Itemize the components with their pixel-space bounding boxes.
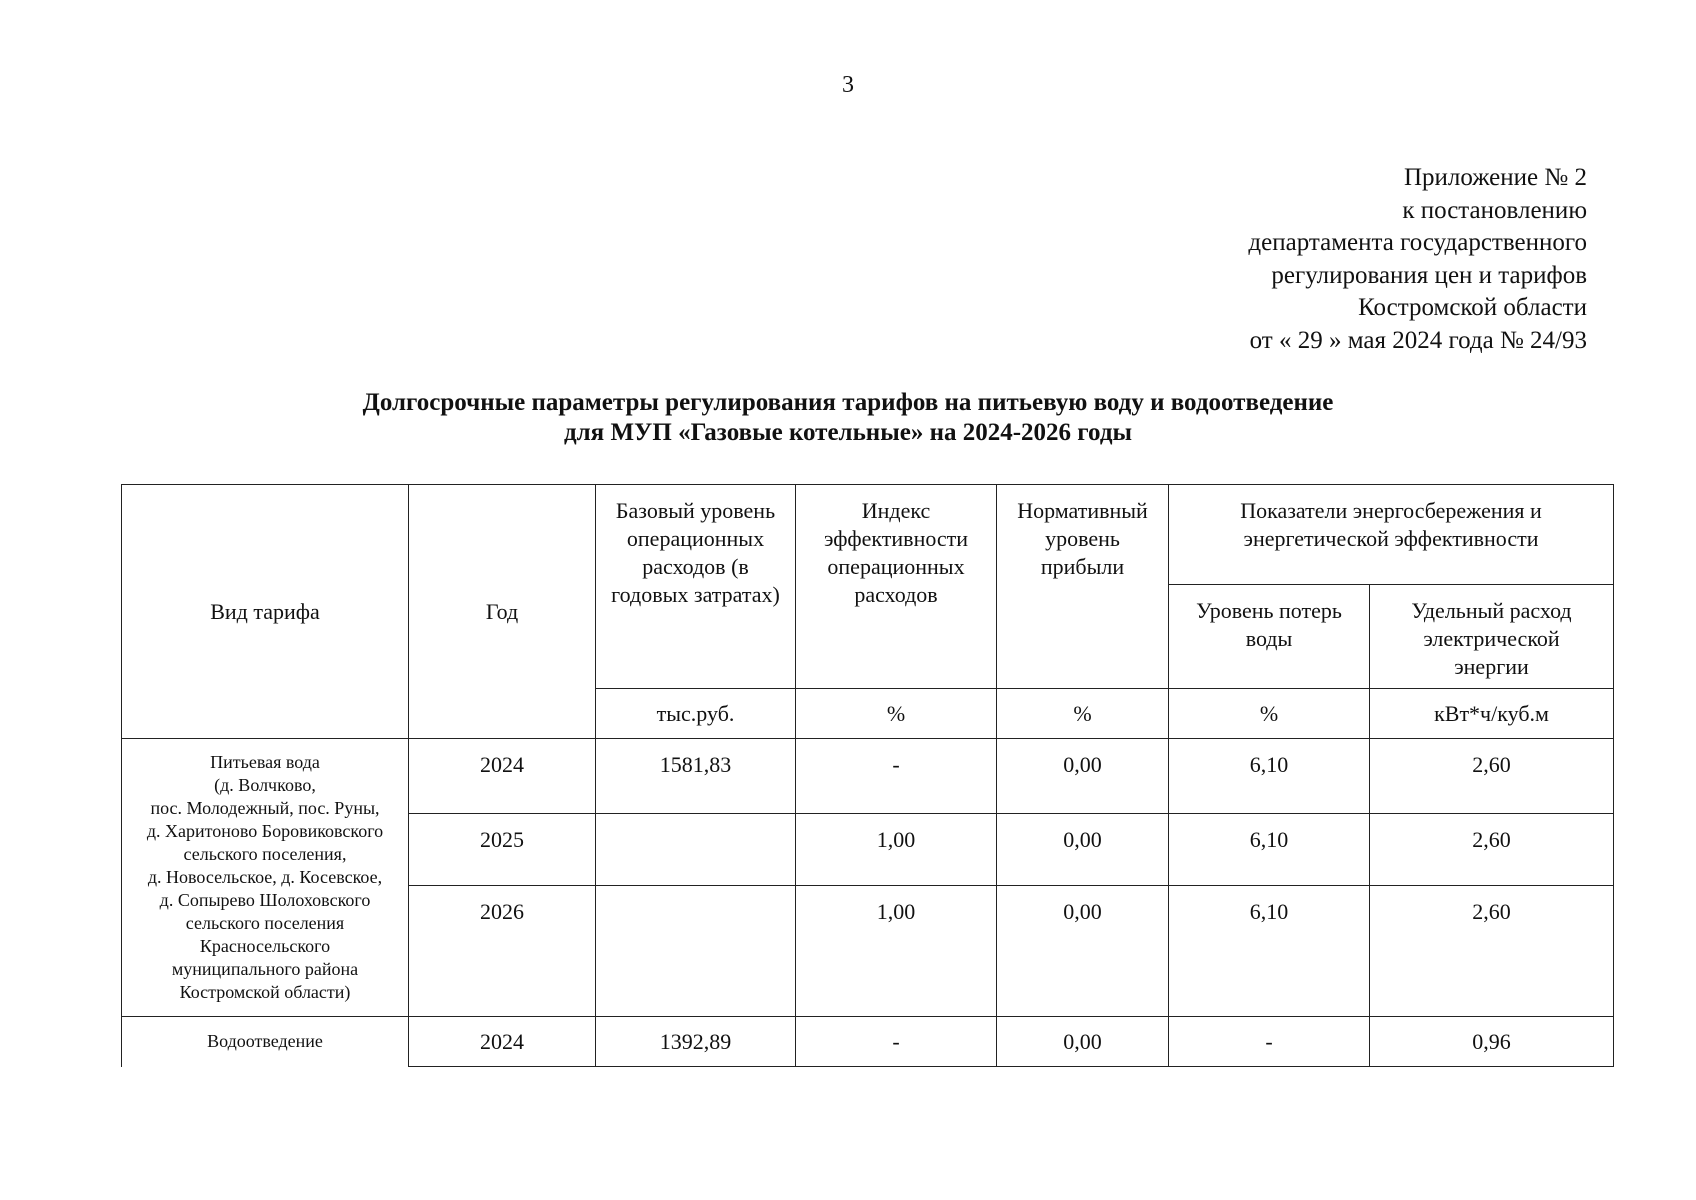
tariff-name-line: д. Сопырево Шолоховского [159, 890, 371, 910]
cell-year: 2024 [409, 1017, 596, 1067]
cell-year: 2025 [409, 814, 596, 886]
tariff-name-sewerage [122, 1017, 409, 1067]
cell-normative-profit: 0,00 [997, 886, 1169, 1017]
cell-efficiency-index: - [796, 739, 997, 814]
tariff-name-line: сельского поселения [185, 913, 345, 933]
title-line: для МУП «Газовые котельные» на 2024-2026 годы [564, 419, 1132, 446]
appendix-line: к постановлению [1402, 196, 1587, 224]
document-title [0, 388, 1696, 448]
tariff-name-line: муниципального района [171, 959, 359, 979]
tariff-name-line: д. Новосельское, д. Косевское, [147, 867, 383, 887]
header-year: Год [409, 485, 596, 739]
cell-base-opex: 1581,83 [596, 739, 796, 814]
appendix-line: Приложение № 2 [1403, 164, 1587, 191]
header-tariff-type: Вид тарифа [122, 485, 409, 739]
title-line: Долгосрочные параметры регулирования тарифов на питьевую воду и водоотведение [362, 389, 1334, 416]
cell-electricity-use: 0,96 [1370, 1017, 1614, 1067]
header-electricity-use: Удельный расход электрической энергии [1370, 585, 1614, 689]
tariff-name-line: Питьевая вода [210, 752, 320, 772]
cell-water-loss: 6,10 [1169, 739, 1370, 814]
cell-base-opex: 1392,89 [596, 1017, 796, 1067]
cell-year: 2024 [409, 739, 596, 814]
cell-water-loss: 6,10 [1169, 814, 1370, 886]
appendix-block [1248, 162, 1587, 357]
page-number: 3 [842, 72, 854, 98]
header-base-opex: Базовый уровень операционных расходов (в годовых затратах) [596, 485, 796, 689]
unit-base-opex: тыс.руб. [596, 689, 796, 739]
cell-year: 2026 [409, 886, 596, 1017]
header-efficiency-index: Индекс эффективности операционных расходов [796, 485, 997, 689]
tariff-name-line: Костромской области) [179, 982, 351, 1002]
cell-efficiency-index: 1,00 [796, 886, 997, 1017]
table-row [122, 1017, 1614, 1067]
unit-efficiency-index: % [796, 689, 997, 739]
tariff-name-line: пос. Молодежный, пос. Руны, [150, 798, 380, 818]
unit-normative-profit: % [997, 689, 1169, 739]
tariff-name-line: д. Харитоново Боровиковского [146, 821, 384, 841]
tariff-name-line: сельского поселения, [183, 844, 347, 864]
appendix-line: департамента государственного [1248, 229, 1587, 256]
table-row [122, 739, 1614, 814]
cell-base-opex [596, 886, 796, 1017]
header-normative-profit: Нормативный уровень прибыли [997, 485, 1169, 689]
cell-electricity-use: 2,60 [1370, 886, 1614, 1017]
appendix-line: Костромской области [1358, 294, 1587, 321]
tariff-parameters-table [121, 484, 1614, 1067]
tariff-name-line: (д. Волчково, [214, 775, 316, 795]
cell-water-loss: - [1169, 1017, 1370, 1067]
cell-efficiency-index: 1,00 [796, 814, 997, 886]
cell-electricity-use: 2,60 [1370, 814, 1614, 886]
unit-water-loss: % [1169, 689, 1370, 739]
tariff-name-line: Красносельского [199, 936, 331, 956]
cell-electricity-use: 2,60 [1370, 739, 1614, 814]
cell-normative-profit: 0,00 [997, 1017, 1169, 1067]
cell-water-loss: 6,10 [1169, 886, 1370, 1017]
tariff-name-line: Водоотведение [207, 1031, 323, 1052]
appendix-line: регулирования цен и тарифов [1271, 261, 1587, 289]
cell-normative-profit: 0,00 [997, 814, 1169, 886]
cell-normative-profit: 0,00 [997, 739, 1169, 814]
unit-electricity-use: кВт*ч/куб.м [1370, 689, 1614, 739]
tariff-name-drinking-water [122, 739, 409, 1017]
header-water-loss: Уровень потерь воды [1169, 585, 1370, 689]
appendix-line: от « 29 » мая 2024 года № 24/93 [1249, 326, 1587, 354]
cell-base-opex [596, 814, 796, 886]
header-energy-group: Показатели энергосбережения и энергетической эффективности [1169, 485, 1614, 585]
cell-efficiency-index: - [796, 1017, 997, 1067]
